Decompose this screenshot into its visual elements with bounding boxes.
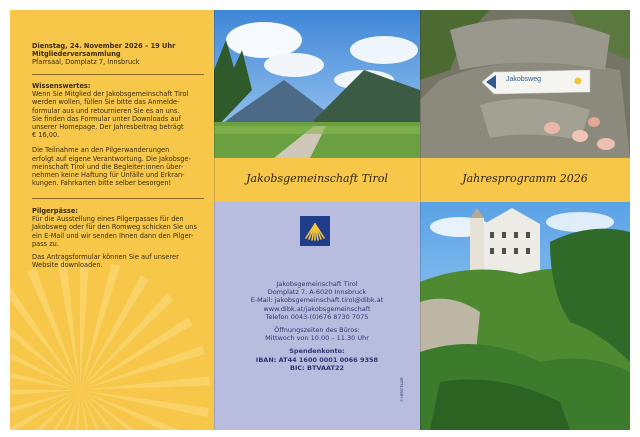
organization-title: Jakobsgemeinschaft Tirol [246, 172, 388, 185]
address: Domplatz 7, A-6020 Innsbruck [267, 288, 367, 297]
contact-block [214, 280, 420, 372]
website-link[interactable]: www.dibk.at/jakobsgemeinschaft [263, 304, 371, 313]
liability-line: kungen. Fahrkarten bitte selber besorgen! [32, 179, 172, 188]
pass-block [32, 207, 204, 269]
event-date: Dienstag, 24. November 2026 – 19 Uhr [32, 42, 176, 50]
divider [32, 198, 204, 199]
title-band [420, 158, 630, 202]
castle-image [420, 202, 630, 430]
contact-panel [214, 202, 420, 430]
photo-credit: © HERSTELLER [400, 377, 404, 402]
liability-line: meinschaft Tirol und die Begleiter:innen über- [32, 162, 184, 171]
info-line: werden wollen, füllen Sie bitte das Anmelde- [32, 98, 180, 107]
waymark-image [420, 10, 630, 158]
waymark-photo [420, 10, 630, 158]
scallop-shell-icon [300, 216, 330, 246]
fold-line [214, 10, 215, 430]
pass-line: Für die Ausstellung eines Pilgerpasses für den [32, 215, 184, 224]
castle-photo [420, 202, 630, 430]
brochure-sheet [10, 10, 630, 430]
alpine-road-photo [214, 10, 420, 158]
alpine-road-image [214, 10, 420, 158]
pass-line: ein E-Mail und wir senden Ihnen dann den Pilger- [32, 231, 194, 240]
program-title: Jahresprogramm 2026 [462, 172, 588, 185]
event-place: Pfarrsaal, Domplatz 7, Innsbruck [32, 58, 140, 67]
info-line: € 16,00. [32, 131, 60, 140]
download-line: Website downloaden. [32, 261, 103, 270]
liability-line: nehmen keine Haftung für Unfälle und Erkran- [32, 171, 185, 180]
fold-line [420, 10, 421, 430]
sun-rays-decoration [10, 260, 210, 430]
event-title: Mitgliederversammlung [32, 50, 121, 59]
phone: Telefon 0043-(0)676 8730 7075 [265, 312, 369, 321]
bic: BIC: BTVAAT22 [289, 363, 345, 372]
info-panel [10, 10, 214, 430]
info-line: Wenn Sie Mitglied der Jakobsgemeinschaft Tirol [32, 90, 189, 99]
download-line: Das Antragsformular können Sie auf unserer [32, 253, 179, 262]
jakobsweg-sign-text: Jakobsweg [506, 76, 542, 83]
info-line: formular aus und retournieren Sie es an uns. [32, 106, 180, 115]
liability-line: Die Teilnahme an den Pilgerwanderungen [32, 146, 170, 155]
office-hours: Mittwoch von 10.00 – 11.30 Uhr [265, 334, 369, 343]
pass-line: pass zu. [32, 239, 59, 248]
email-link[interactable]: E-Mail: jakobsgemeinschaft.tirol@dibk.at [250, 296, 384, 305]
divider [32, 74, 204, 75]
org-name: Jakobsgemeinschaft Tirol [276, 280, 358, 288]
bank-heading: Spendenkonto: [289, 347, 345, 356]
info-heading: Wissenswertes: [32, 82, 91, 90]
info-line: Sie finden das Formular unter Downloads auf [32, 114, 181, 123]
pass-line: Jakobsweg oder für den Romweg schicken Sie uns [32, 223, 197, 232]
iban: IBAN: AT44 1600 0001 0066 9358 [255, 355, 379, 364]
info-block [32, 82, 204, 187]
event-block [32, 42, 204, 67]
pass-heading: Pilgerpässe: [32, 207, 78, 215]
info-line: unserer Homepage. Der Jahresbeitrag beträgt [32, 123, 184, 132]
liability-line: erfolgt auf eigene Verantwortung. Die Jakobsge- [32, 154, 191, 163]
title-band [214, 158, 420, 202]
hours-heading: Öffnungszeiten des Büros: [274, 326, 360, 335]
